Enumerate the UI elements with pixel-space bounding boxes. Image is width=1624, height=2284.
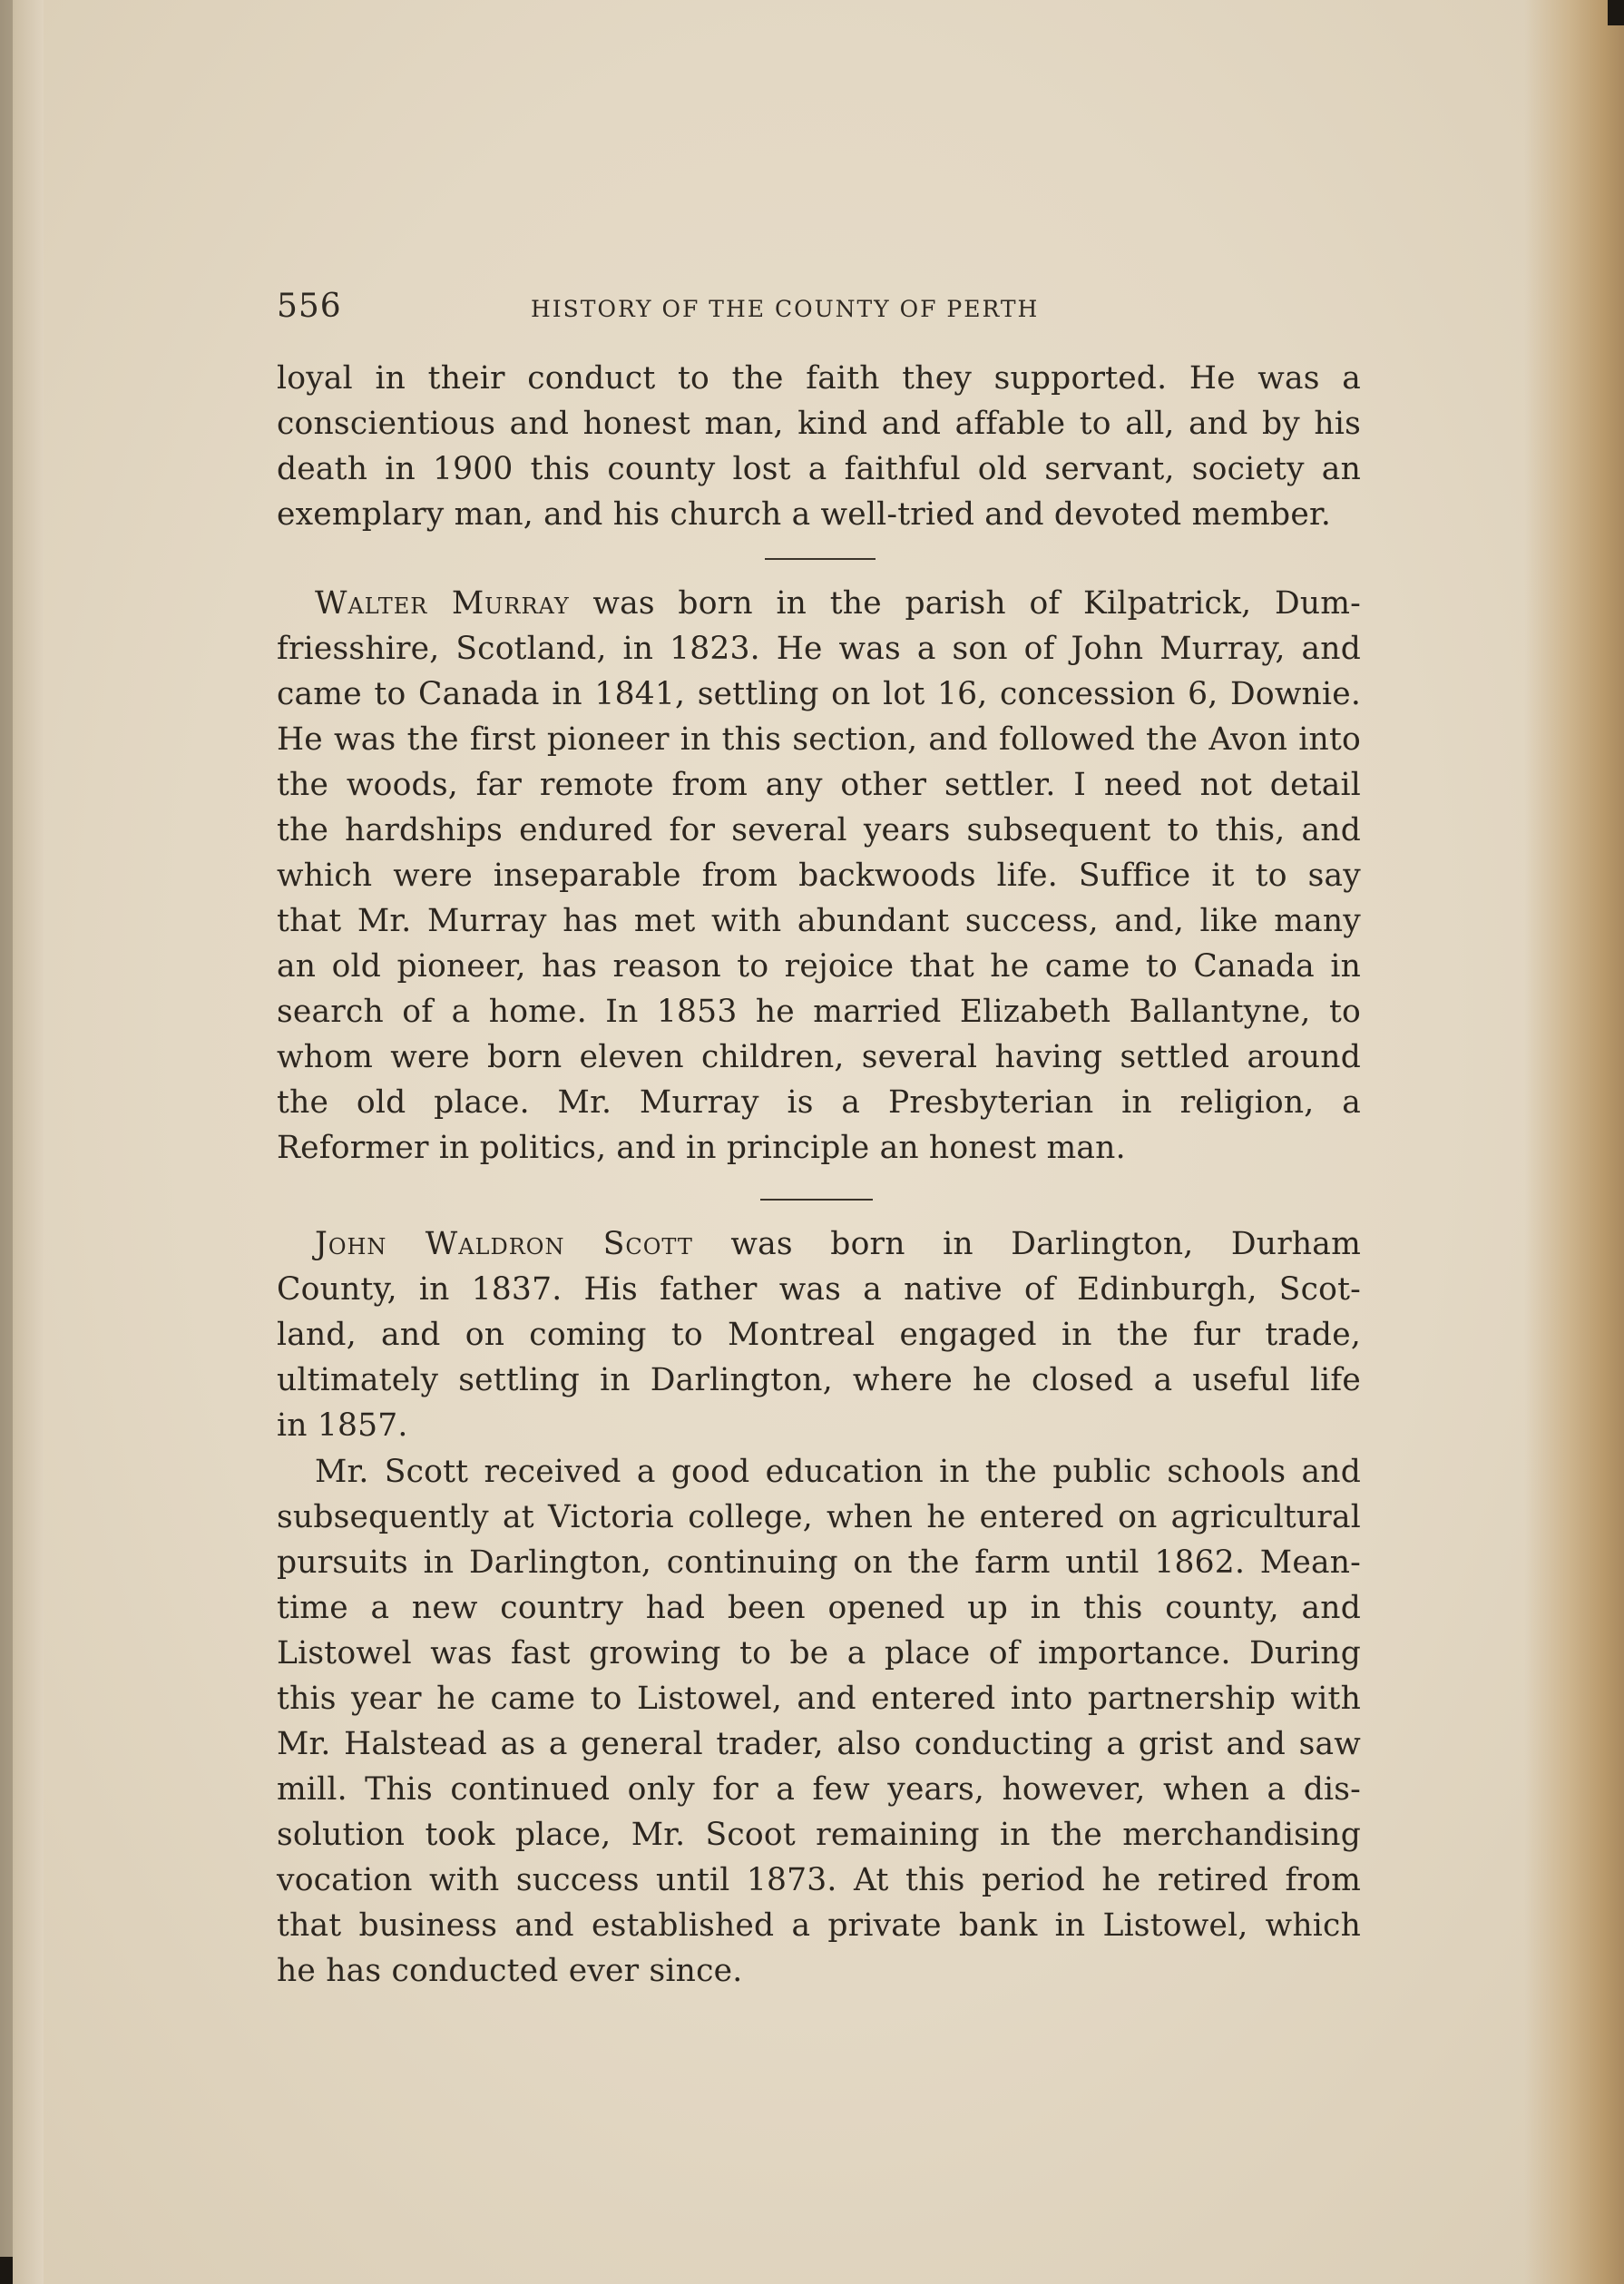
text-line: the hardships endured for several years subsequent to this, and: [277, 812, 1361, 848]
text-line: whom were born eleven children, several having settled around: [277, 1039, 1361, 1075]
text-line: Mr. Scott received a good education in the public schools and: [315, 1454, 1361, 1490]
text-line: land, and on coming to Montreal engaged in the fur trade,: [277, 1317, 1361, 1353]
text-line: exemplary man, and his church a well-tried and devoted member.: [277, 496, 1332, 533]
text-line: which were inseparable from backwoods life. Suffice it to say: [277, 858, 1361, 894]
text-line: Reformer in politics, and in principle an honest man.: [277, 1130, 1126, 1166]
biography-name: John Waldron Scott: [315, 1226, 693, 1262]
paragraph-continuation: [277, 356, 1361, 537]
text-line: Listowel was fast growing to be a place of importance. During: [277, 1635, 1361, 1671]
text-line: subsequently at Victoria college, when he entered on agricultural: [277, 1499, 1361, 1535]
text-line: conscientious and honest man, kind and affable to all, and by his: [277, 406, 1361, 442]
biography-walter-murray: [277, 581, 1361, 1171]
text-line: an old pioneer, has reason to rejoice that he came to Canada in: [277, 948, 1361, 985]
running-title: HISTORY OF THE COUNTY OF PERTH: [531, 296, 1040, 322]
text-line: in 1857.: [277, 1407, 408, 1444]
text-line: ultimately settling in Darlington, where he closed a useful life: [277, 1362, 1361, 1398]
text-line: that Mr. Murray has met with abundant success, and, like many: [277, 903, 1361, 939]
biography-john-waldron-scott: [277, 1221, 1361, 1448]
text-line: this year he came to Listowel, and entered into partnership with: [277, 1681, 1361, 1717]
paragraph-scott-career: [277, 1449, 1361, 1994]
text-line: the old place. Mr. Murray is a Presbyterian in religion, a: [277, 1084, 1361, 1121]
binding-edge: [0, 0, 13, 2284]
text-line: [277, 581, 1361, 626]
text-line: Mr. Halstead as a general trader, also conducting a grist and saw: [277, 1726, 1361, 1762]
text-line: that business and established a private bank in Listowel, which: [277, 1907, 1361, 1944]
text-line: pursuits in Darlington, continuing on the farm until 1862. Mean-: [277, 1544, 1361, 1581]
text-line: he has conducted ever since.: [277, 1953, 743, 1989]
page-header: [277, 284, 1361, 329]
text-line: came to Canada in 1841, settling on lot 16, concession 6, Downie.: [277, 676, 1361, 712]
text-line: time a new country had been opened up in this county, and: [277, 1590, 1361, 1626]
scan-corner-top-right: [1608, 0, 1624, 25]
text-line: solution took place, Mr. Scoot remaining in the merchandising: [277, 1817, 1361, 1853]
line-text: was born in the parish of Kilpatrick, Dum-: [592, 585, 1362, 622]
text-line: vocation with success until 1873. At this period he retired from: [277, 1862, 1361, 1898]
section-divider: [760, 1199, 873, 1201]
text-line: search of a home. In 1853 he married Elizabeth Ballantyne, to: [277, 994, 1361, 1030]
biography-name: Walter Murray: [315, 585, 570, 622]
line-text: was born in Darlington, Durham: [730, 1226, 1361, 1262]
scan-corner-bottom-left: [0, 2257, 13, 2284]
text-line: the woods, far remote from any other settler. I need not detail: [277, 767, 1361, 803]
page-number: 556: [277, 288, 342, 325]
text-line: County, in 1837. His father was a native of Edinburgh, Scot-: [277, 1271, 1361, 1308]
text-line: mill. This continued only for a few years, however, when a dis-: [277, 1771, 1361, 1808]
text-line: [277, 1221, 1361, 1267]
section-divider: [765, 558, 876, 560]
page-edge-discoloration: [1524, 0, 1624, 2284]
text-line: friesshire, Scotland, in 1823. He was a son of John Murray, and: [277, 631, 1361, 667]
text-line: loyal in their conduct to the faith they supported. He was a: [277, 360, 1361, 397]
text-line: He was the first pioneer in this section, and followed the Avon into: [277, 721, 1361, 758]
text-line: death in 1900 this county lost a faithful old servant, society an: [277, 451, 1361, 487]
